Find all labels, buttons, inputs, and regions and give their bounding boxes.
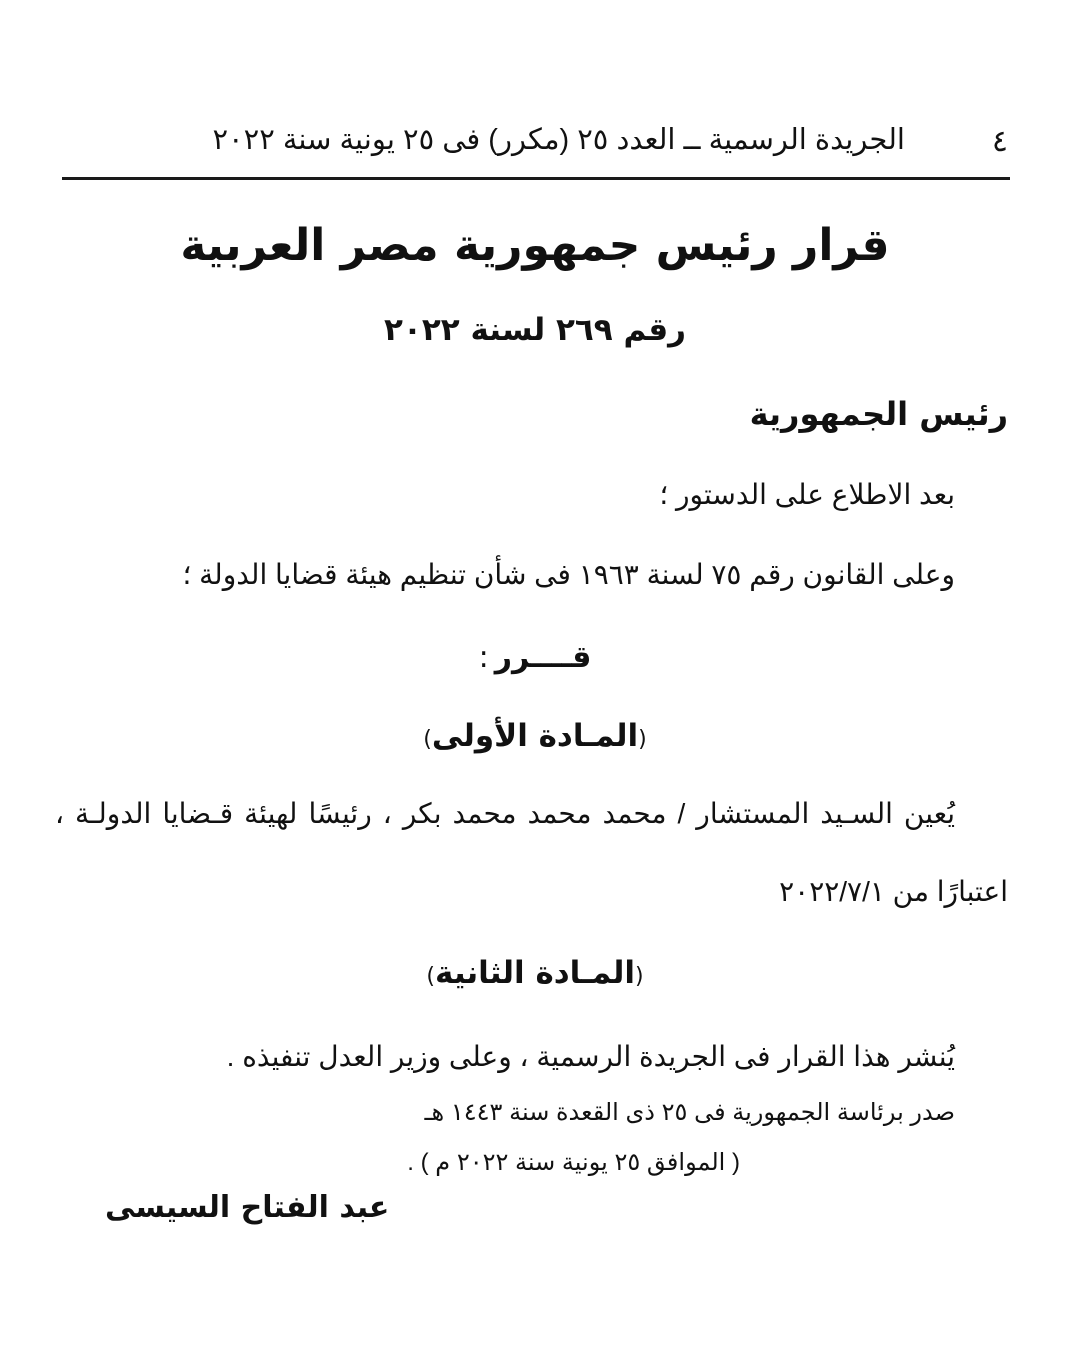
open-paren: ( [638,727,647,752]
preamble-line: بعد الاطلاع على الدستور ؛ [659,479,955,510]
decree-title: قرار رئيس جمهورية مصر العربية [180,220,890,271]
article-2-heading [0,955,1070,991]
issued-date-gregorian: ( الموافق ٢٥ يونية سنة ٢٠٢٢ م ) . [407,1149,740,1176]
article-1-text: يُعين السـيد المستشار / محمد محمد محمد بكر ، رئيسًا لهيئة قـضايا الدولـة ، [55,798,955,829]
page-number: ٤ [991,125,1008,158]
decree-number: رقم ٢٦٩ لسنة ٢٠٢٢ [384,312,686,348]
running-header: الجريدة الرسمية ــ العدد ٢٥ (مكرر) فى ٢٥ يونية سنة ٢٠٢٢ [212,124,905,156]
preamble-line: وعلى القانون رقم ٧٥ لسنة ١٩٦٣ فى شأن تنظيم هيئة قضايا الدولة ؛ [182,559,955,590]
issuer-heading: رئيس الجمهورية [749,395,1008,433]
decided-colon: : [478,640,489,675]
close-paren: ) [426,964,436,989]
article-1-title: المـادة الأولى [431,718,639,754]
article-2-text: يُنشر هذا القرار فى الجريدة الرسمية ، وعلى وزير العدل تنفيذه . [226,1041,955,1072]
open-paren: ( [634,964,644,989]
signature: عبد الفتاح السيسى [105,1190,390,1225]
decided-label: قــــرر [494,640,592,675]
header-divider [62,177,1010,180]
decided-heading [0,640,1070,675]
article-1-text: اعتبارًا من ٢٠٢٢/٧/١ [779,876,1008,907]
article-1-heading [0,718,1070,754]
close-paren: ) [423,727,432,752]
issued-date-hijri: صدر برئاسة الجمهورية فى ٢٥ ذى القعدة سنة ١٤٤٣ هـ [424,1099,955,1126]
article-2-title: المـادة الثانية [435,955,635,991]
